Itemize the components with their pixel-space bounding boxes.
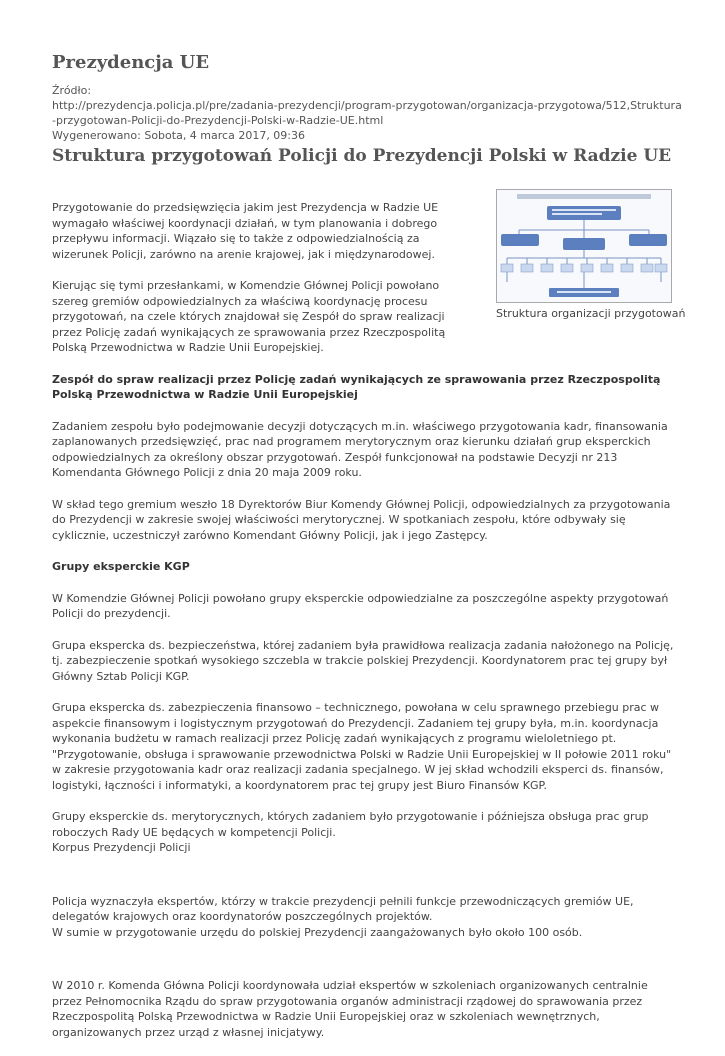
generated-timestamp: Wygenerowano: Sobota, 4 marca 2017, 09:36 bbox=[52, 129, 306, 142]
intro-paragraph-2: Kierując się tymi przesłankami, w Komendzie Głównej Policji powołano szereg gremiów odpowiedzialnych za właściwą koordynację procesu przygotowań, na czele których znajdował się Zespół do spraw realizacji przez Policję zadań wynikających ze sprawowania przez Rzeczpospolitą Polską Przewodnictwa w Radzie Unii Europejskiej. bbox=[52, 279, 446, 354]
article-content bbox=[52, 200, 686, 1056]
source-url[interactable]: http://prezydencja.policja.pl/pre/zadania-prezydencji/program-przygotowan/organizacja-przygotowa/512,Struktura-przygotowan-Policji-do-Prezydencji-Polski-w-Radzie-UE.html bbox=[52, 99, 682, 127]
document-meta bbox=[52, 83, 682, 143]
training-paragraph: W 2010 r. Komenda Główna Policji koordynowała udział ekspertów w szkoleniach organizowanych centralnie przez Pełnomocnika Rządu do spraw przygotowania organów administracji rządowej do sprawowania przez Rzeczpospolitą Polską Przewodnictwa w Radzie Unii Europejskiej oraz w szkoleniach wewnętrznych, organizowanych przez urząd z własnej inicjatywy. bbox=[52, 979, 648, 1039]
section-heading-team: Zespół do spraw realizacji przez Policję zadań wynikających ze sprawowania przez Rzeczpospolitą Polską Przewodnictwa w Radzie Unii Europejskiej bbox=[52, 372, 661, 401]
expert-groups-paragraph-3: Grupa ekspercka ds. zabezpieczenia finansowo – technicznego, powołana w celu sprawnego przebiegu prac w aspekcie finansowym i logistycznym przygotowań do Prezydencji. Zadaniem tej grupy była, m.in. koordynacja wykonania budżetu w ramach realizacji przez Policję zadań wynikających z programu wieloletniego pt. "Przygotowanie, obsługa i sprawowanie przewodnictwa Polski w Radzie Unii Europejskiej w II połowie 2011 roku" w zakresie przygotowania kadr oraz realizacji zadania specjalnego. W jej skład wchodzili eksperci ds. finansów, logistyki, łączności i informatyki, a koordynatorem prac tej grupy jest Biuro Finansów KGP. bbox=[52, 701, 672, 792]
experts-count-text: W sumie w przygotowanie urzędu do polskiej Prezydencji zaangażowanych było około 100 osób. bbox=[52, 925, 583, 939]
article-title: Struktura przygotowań Policji do Prezydencji Polski w Radzie UE bbox=[52, 146, 672, 166]
section-heading-expert-groups: Grupy eksperckie KGP bbox=[52, 560, 190, 573]
source-label: Źródło: bbox=[52, 84, 92, 97]
expert-groups-paragraph-2: Grupa ekspercka ds. bezpieczeństwa, której zadaniem była prawidłowa realizacja zadania nałożonego na Policję, tj. zabezpieczenie spotkań wysokiego szczebla w trakcie polskiej Prezydencji. Koordynatorem prac tej grupy był Główny Sztab Policji KGP. bbox=[52, 638, 674, 683]
experts-paragraph-text: Policja wyznaczyła ekspertów, którzy w trakcie prezydencji pełnili funkcje przewodniczących gremiów UE, delegatów krajowych oraz koordynatorów poszczególnych projektów. bbox=[52, 894, 634, 923]
site-title: Prezydencja UE bbox=[52, 52, 210, 73]
experts-paragraph bbox=[52, 894, 674, 941]
diagram-title-bar bbox=[517, 194, 651, 199]
figure-caption: Struktura organizacji przygotowań bbox=[496, 307, 686, 320]
team-paragraph-1: Zadaniem zespołu było podejmowanie decyzji dotyczących m.in. właściwego przygotowania kadr, finansowania zaplanowanych przedsięwzięć, prac nad programem merytorycznym oraz kierunku działań grup eksperckich odpowiedzialnych za określony obszar przygotowań. Zespół funkcjonował na podstawie Decyzji nr 213 Komendanta Głównego Policji z dnia 20 maja 2009 roku. bbox=[52, 419, 668, 479]
presidency-corps-label: Korpus Prezydencji Policji bbox=[52, 841, 191, 854]
team-paragraph-2: W skład tego gremium weszło 18 Dyrektorów Biur Komendy Głównej Policji, odpowiedzialnych za przygotowania do Prezydencji w zakresie swojej właściwości merytorycznej. W spotkaniach zespołu, które odbywały się cyklicznie, uczestniczył zarówno Komendant Główny Policji, jak i jego Zastępcy. bbox=[52, 497, 671, 542]
expert-groups-paragraph-4 bbox=[52, 809, 674, 856]
expert-groups-paragraph-1: W Komendzie Głównej Policji powołano grupy eksperckie odpowiedzialne za poszczególne aspekty przygotowań Policji do prezydencji. bbox=[52, 591, 669, 620]
expert-groups-paragraph-4-text: Grupy eksperckie ds. merytorycznych, których zadaniem było przygotowanie i późniejsza obsługa prac grup roboczych Rady UE będących w kompetencji Policji. bbox=[52, 810, 649, 839]
intro-paragraph-1: Przygotowanie do przedsięwzięcia jakim jest Prezydencja w Radzie UE wymagało właściwej koordynacji działań, w tym planowania i dobrego przepływu informacji. Wiązało się to także z odpowiedzialnością za wizerunek Policji, zarówno na arenie krajowej, jak i międzynarodowej. bbox=[52, 201, 439, 261]
